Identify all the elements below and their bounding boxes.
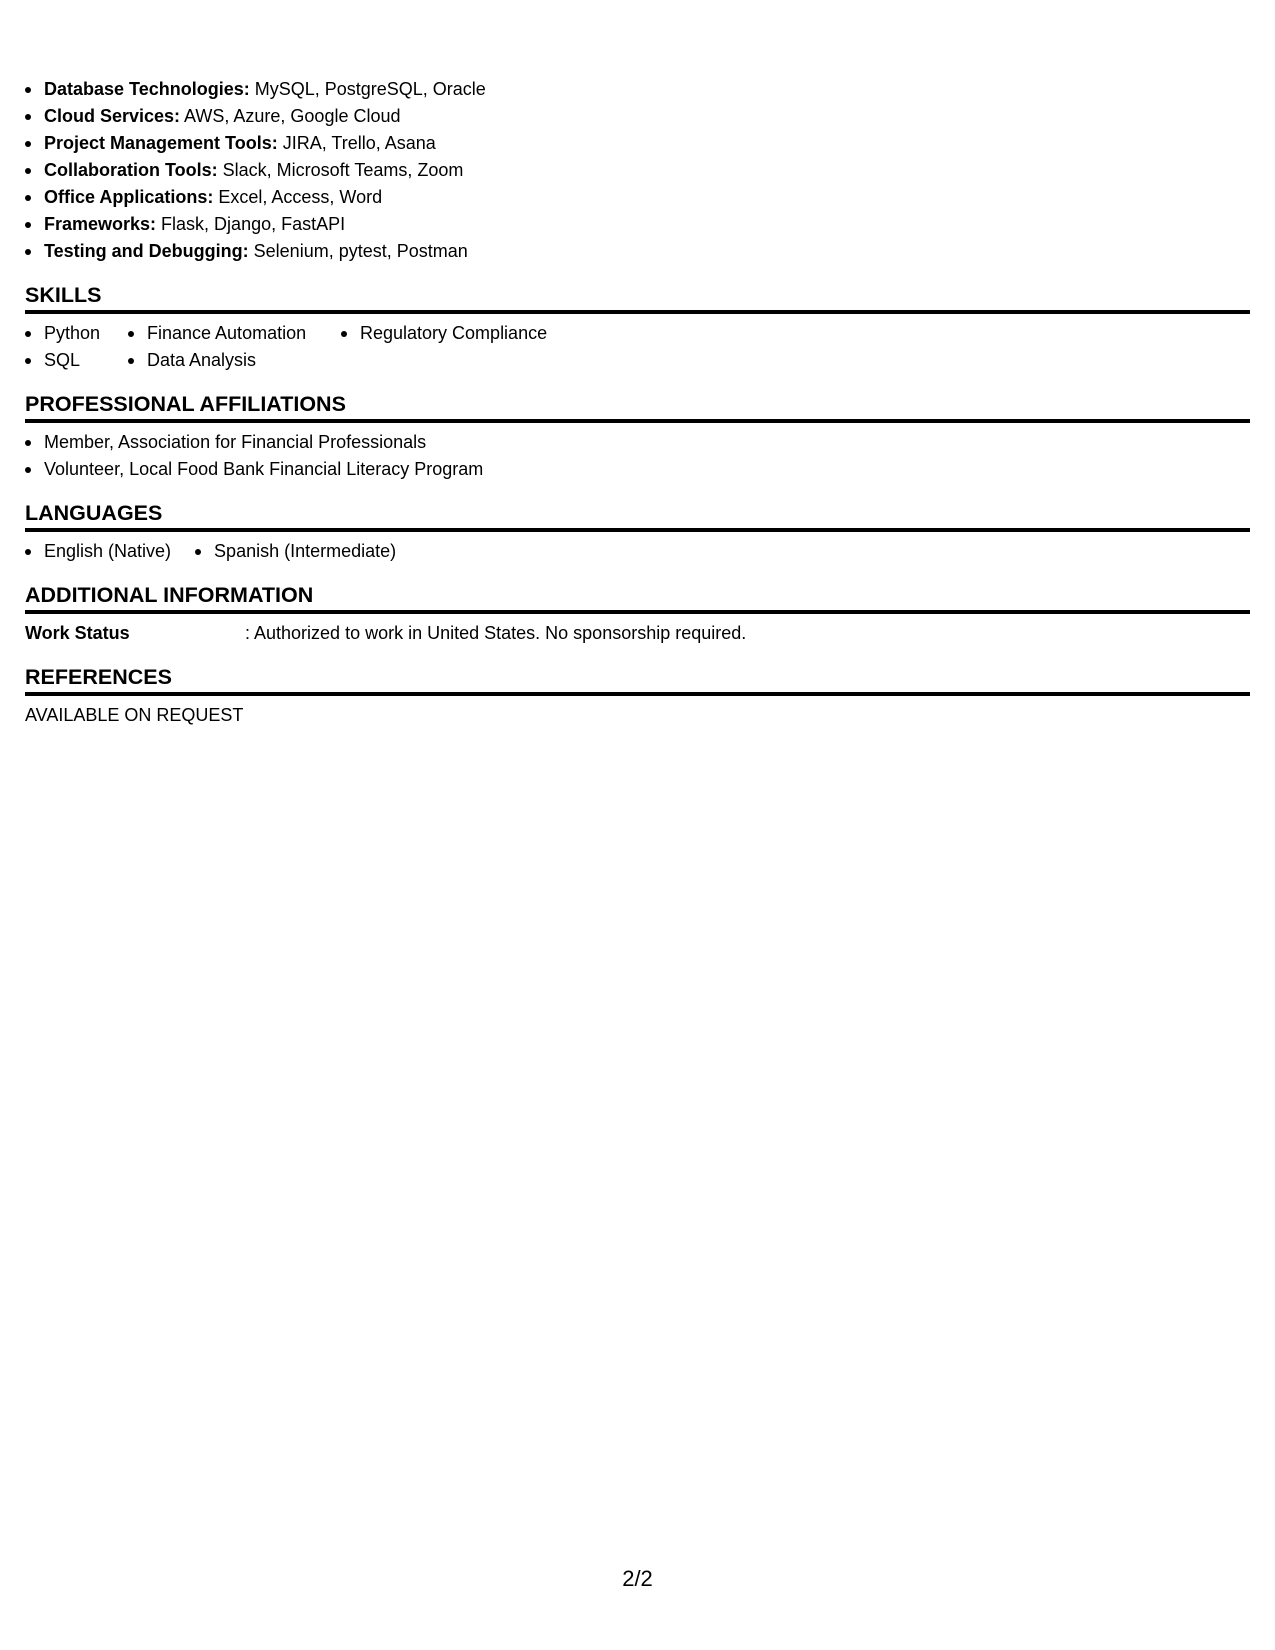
tool-category-value: Selenium, pytest, Postman	[248, 241, 468, 261]
tool-category-value: Excel, Access, Word	[213, 187, 383, 207]
skills-heading: SKILLS	[25, 281, 1250, 314]
tool-category-value: Slack, Microsoft Teams, Zoom	[217, 160, 464, 180]
list-item	[25, 184, 1250, 211]
skill-item: Finance Automation	[128, 320, 341, 347]
work-status-row	[25, 620, 1250, 647]
tool-category-label: Project Management Tools:	[44, 133, 278, 153]
language-item: English (Native)	[25, 538, 171, 565]
tool-category-value: Flask, Django, FastAPI	[156, 214, 346, 234]
languages-section	[25, 499, 1250, 565]
list-item: Volunteer, Local Food Bank Financial Literacy Program	[25, 456, 1250, 483]
affiliations-list	[25, 429, 1250, 483]
skill-item: Regulatory Compliance	[341, 320, 547, 347]
skills-column	[25, 320, 128, 374]
technical-tools-list	[25, 76, 1250, 265]
affiliations-heading: PROFESSIONAL AFFILIATIONS	[25, 390, 1250, 423]
list-item: Member, Association for Financial Professionals	[25, 429, 1250, 456]
list-item	[25, 130, 1250, 157]
tool-category-label: Database Technologies:	[44, 79, 250, 99]
additional-info-heading: ADDITIONAL INFORMATION	[25, 581, 1250, 614]
tool-category-value: JIRA, Trello, Asana	[277, 133, 436, 153]
tool-category-label: Collaboration Tools:	[44, 160, 218, 180]
skills-grid	[25, 320, 1250, 374]
skills-column	[128, 320, 341, 374]
skill-item: Data Analysis	[128, 347, 341, 374]
skills-column	[341, 320, 547, 374]
skill-item: Python	[25, 320, 128, 347]
tool-category-label: Testing and Debugging:	[44, 241, 249, 261]
tool-category-label: Frameworks:	[44, 214, 157, 234]
affiliations-section	[25, 390, 1250, 483]
tool-category-label: Cloud Services:	[44, 106, 181, 126]
work-status-value: : Authorized to work in United States. No sponsorship required.	[245, 623, 747, 643]
references-section	[25, 663, 1250, 729]
tool-category-label: Office Applications:	[44, 187, 214, 207]
language-item: Spanish (Intermediate)	[195, 538, 396, 565]
work-status-label: Work Status	[25, 623, 130, 643]
list-item	[25, 76, 1250, 103]
page-number: 2/2	[622, 1566, 653, 1591]
references-heading: REFERENCES	[25, 663, 1250, 696]
tool-category-value: MySQL, PostgreSQL, Oracle	[249, 79, 486, 99]
references-text: AVAILABLE ON REQUEST	[25, 705, 244, 725]
tool-category-value: AWS, Azure, Google Cloud	[180, 106, 401, 126]
list-item	[25, 211, 1250, 238]
list-item	[25, 157, 1250, 184]
list-item	[25, 103, 1250, 130]
additional-info-section	[25, 581, 1250, 647]
languages-heading: LANGUAGES	[25, 499, 1250, 532]
languages-list	[25, 538, 1250, 565]
skill-item: SQL	[25, 347, 128, 374]
resume-page	[25, 76, 1250, 729]
skills-section	[25, 281, 1250, 374]
list-item	[25, 238, 1250, 265]
